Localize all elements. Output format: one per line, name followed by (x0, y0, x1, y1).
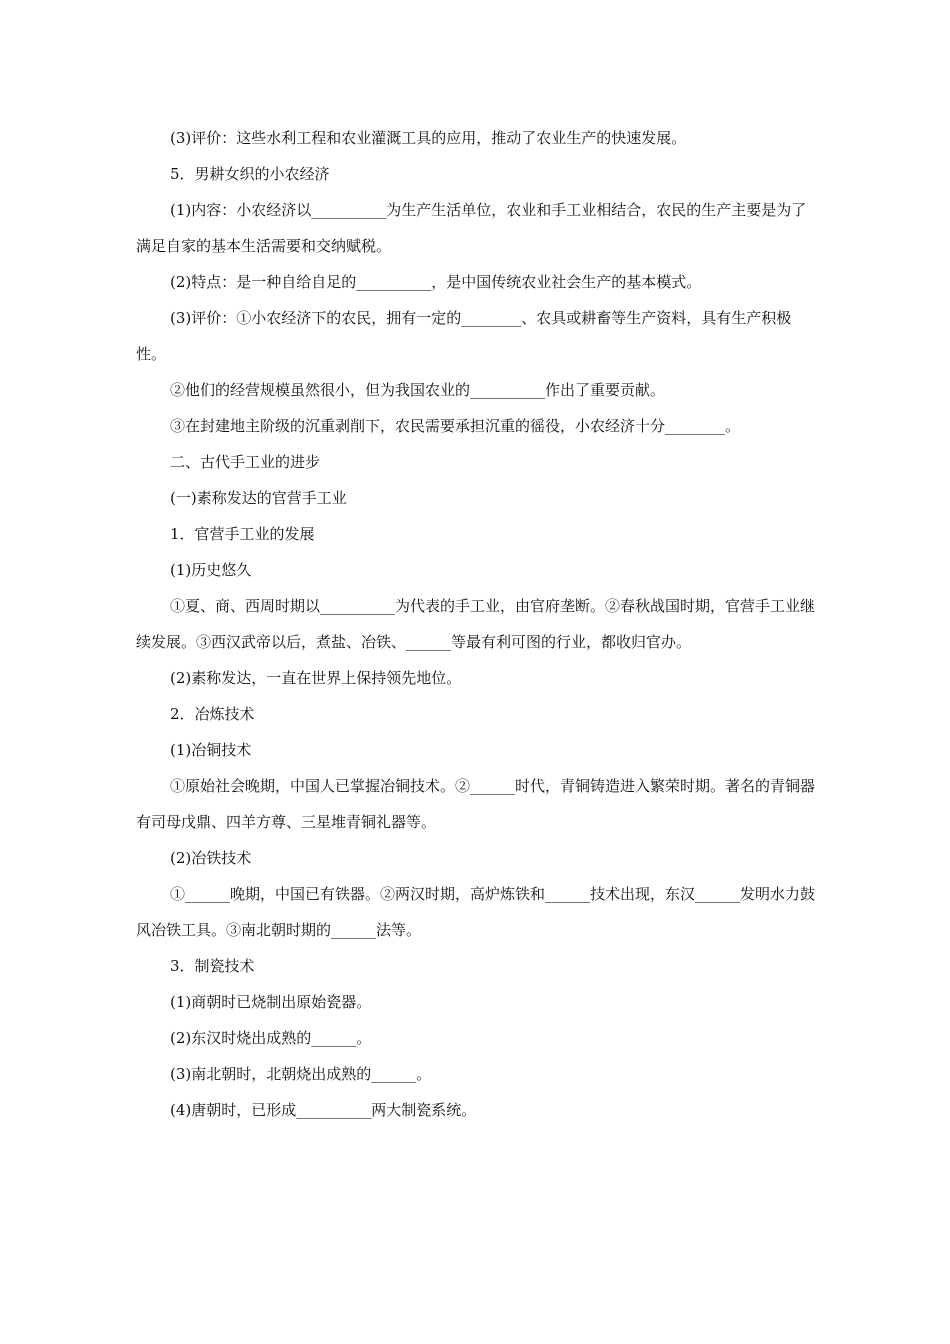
heading-porcelain: 3．制瓷技术 (170, 957, 255, 975)
heading-handicraft-progress: 二、古代手工业的进步 (170, 453, 321, 471)
heading-smelting: 2．冶炼技术 (170, 705, 255, 723)
paragraph-developed: (2)素称发达，一直在世界上保持领先地位。 (170, 669, 462, 687)
paragraph-evaluation-1: (3)评价：①小农经济下的农民，拥有一定的________、农具或耕畜等生产资料，具有生产积极性。 (136, 309, 792, 363)
paragraph-porcelain-eastern-han: (2)东汉时烧出成熟的______。 (170, 1029, 372, 1047)
paragraph-history-details: ①夏、商、西周时期以__________为代表的手工业，由官府垄断。②春秋战国时期，官营手工业继续发展。③西汉武帝以后，煮盐、冶铁、______等最有利可图的行业，都收归官办。 (136, 597, 816, 651)
paragraph-evaluation-2: ②他们的经营规模虽然很小，但为我国农业的__________作出了重要贡献。 (170, 381, 666, 399)
paragraph-porcelain-tang: (4)唐朝时，已形成__________两大制瓷系统。 (170, 1101, 477, 1119)
paragraph-irrigation-evaluation: (3)评价：这些水利工程和农业灌溉工具的应用，推动了农业生产的快速发展。 (170, 129, 687, 147)
paragraph-porcelain-northern-southern: (3)南北朝时，北朝烧出成熟的______。 (170, 1065, 432, 1083)
paragraph-evaluation-3: ③在封建地主阶级的沉重剥削下，农民需要承担沉重的徭役，小农经济十分________。 (170, 417, 741, 435)
heading-official-handicraft: (一)素称发达的官营手工业 (170, 489, 347, 507)
heading-official-handicraft-development: 1．官营手工业的发展 (170, 525, 315, 543)
heading-copper-smelting: (1)冶铜技术 (170, 741, 252, 759)
paragraph-content: (1)内容：小农经济以__________为生产生活单位，农业和手工业相结合，农民的生产主要是为了满足自家的基本生活需要和交纳赋税。 (136, 201, 807, 255)
paragraph-iron-details: ①______晚期，中国已有铁器。②两汉时期，高炉炼铁和______技术出现，东汉______发明水力鼓风冶铁工具。③南北朝时期的______法等。 (136, 885, 816, 939)
paragraph-characteristics: (2)特点：是一种自给自足的__________，是中国传统农业社会生产的基本模式。 (170, 273, 702, 291)
paragraph-porcelain-shang: (1)商朝时已烧制出原始瓷器。 (170, 993, 372, 1011)
heading-iron-smelting: (2)冶铁技术 (170, 849, 252, 867)
document-page (136, 120, 816, 1128)
heading-long-history: (1)历史悠久 (170, 561, 252, 579)
heading-small-peasant-economy: 5．男耕女织的小农经济 (170, 165, 330, 183)
paragraph-copper-details: ①原始社会晚期，中国人已掌握冶铜技术。②______时代，青铜铸造进入繁荣时期。著名的青铜器有司母戊鼎、四羊方尊、三星堆青铜礼器等。 (136, 777, 816, 831)
